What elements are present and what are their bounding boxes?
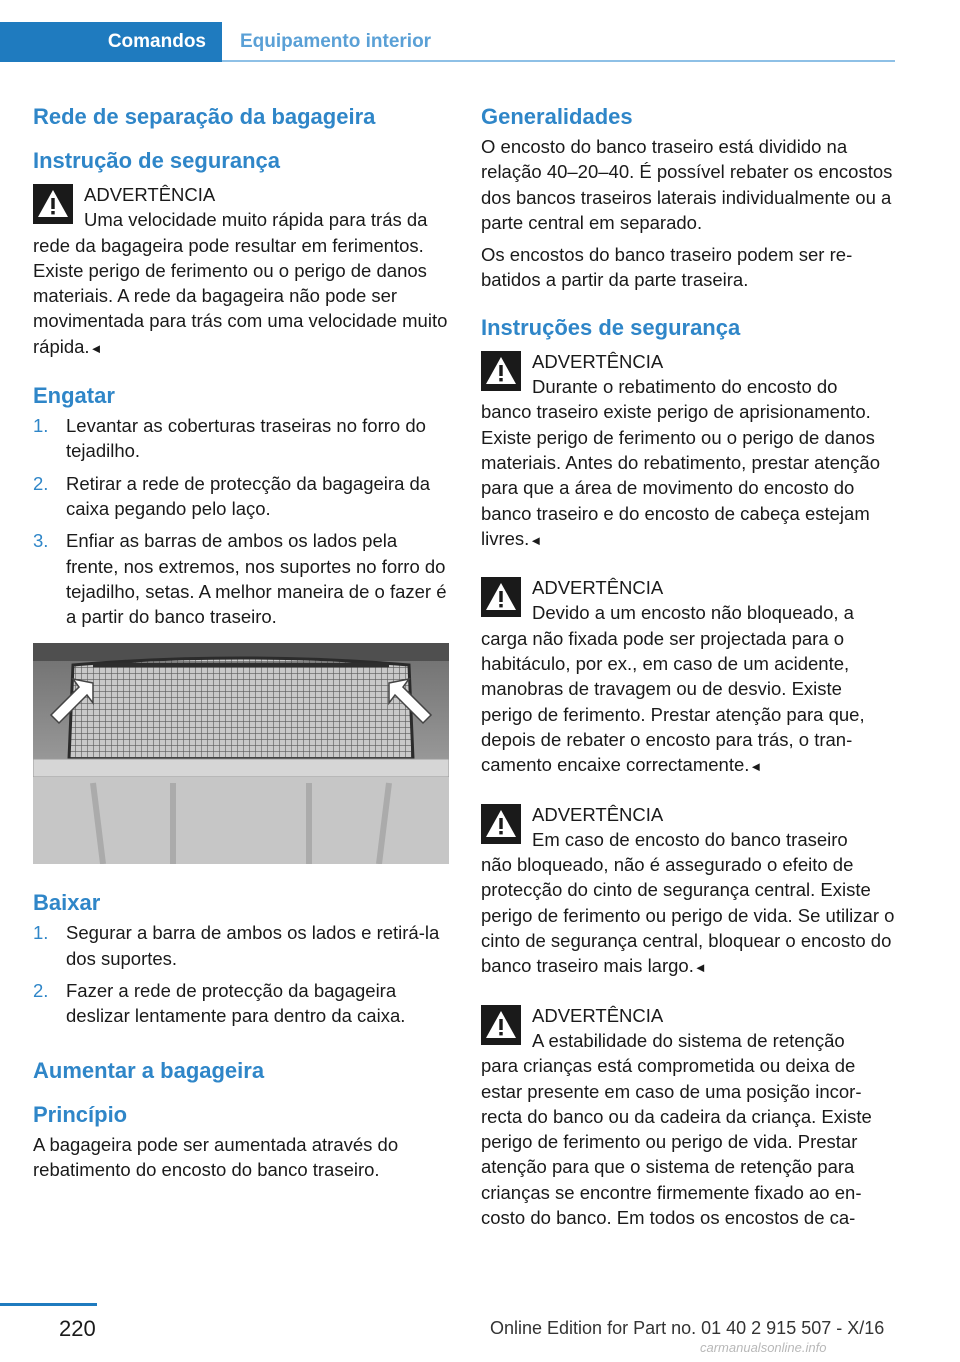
warning-block xyxy=(481,1003,896,1231)
end-mark: ◄ xyxy=(693,960,707,976)
principio-text: A bagageira pode ser aumentada através do rebatimento do encosto do banco traseiro. xyxy=(33,1133,399,1180)
warning-block xyxy=(481,575,896,779)
warning-title: ADVERTÊNCIA xyxy=(532,350,664,372)
warning-first-line: Durante o rebatimento do encosto do xyxy=(532,376,838,398)
page-number: 220 xyxy=(59,1316,96,1341)
right-column xyxy=(481,100,896,1230)
warning-block xyxy=(33,182,449,361)
footer-rule xyxy=(0,1303,97,1306)
list-item: 2. Retirar a rede de protecção da bagageira da caixa pegando pelo laço. xyxy=(33,472,431,519)
warning-first-line: Em caso de encosto do banco traseiro xyxy=(532,828,848,850)
principio-heading: Princípio xyxy=(33,1101,128,1127)
baixar-steps xyxy=(33,920,449,1028)
safety-heading: Instrução de segurança xyxy=(33,148,280,173)
tab-equipamento-interior[interactable]: Equipamento interior xyxy=(240,31,432,52)
list-item: 1. Segurar a barra de ambos os lados e retirá-la dos suportes. xyxy=(33,922,440,969)
warning-first-line: A estabilidade do sistema de retenção xyxy=(532,1029,845,1051)
warning-text: banco traseiro existe perigo de aprisionamento. Existe perigo de ferimento ou o perigo de danos materiais. Antes do rebatimento, prestar atenção para que a área de movimento do encosto do banco traseiro e do encosto de cabeça estejam livres. xyxy=(481,401,880,549)
generalidades-paragraph-1: O encosto do banco traseiro está dividido na relação 40–20–40. É possível rebater os encostos dos bancos traseiros laterais individualmente ou a parte central em separado. xyxy=(481,136,893,233)
list-item: 1. Levantar as coberturas traseiras no forro do tejadilho. xyxy=(33,415,426,462)
tab-comandos[interactable]: Comandos xyxy=(0,22,222,62)
section-title: Rede de separação da bagageira xyxy=(33,104,376,129)
warning-title: ADVERTÊNCIA xyxy=(532,803,664,825)
warning-first-line: Devido a um encosto não bloqueado, a xyxy=(532,602,854,624)
instrucoes-heading: Instruções de segurança xyxy=(481,314,741,340)
end-mark: ◄ xyxy=(749,759,763,775)
warning-text: rede da bagageira pode resultar em ferimentos. Existe perigo de ferimento ou o perigo de danos materiais. A rede da bagageira não pode ser movimentada para trás com uma velocidade muito rápida. xyxy=(33,234,448,357)
warning-icon xyxy=(481,1005,521,1045)
warning-block xyxy=(481,349,896,553)
cargo-net-photo xyxy=(33,643,449,864)
left-column xyxy=(33,100,449,1182)
engatar-steps xyxy=(33,413,449,629)
tab-underline xyxy=(222,60,895,62)
baixar-heading: Baixar xyxy=(33,890,101,916)
end-mark: ◄ xyxy=(529,532,543,548)
warning-title: ADVERTÊNCIA xyxy=(532,1004,664,1026)
warning-text: para crianças está comprometida ou deixa de estar presente em caso de uma posição incorrecta do banco ou da cadeira da criança. Existe perigo de ferimento ou perigo de vida. Prestar atenção para que o sistema de retenção para crianças se encontre firmemente fixado ao encosto do banco. Em todos os encostos de ca- xyxy=(481,1055,872,1228)
end-mark: ◄ xyxy=(89,340,103,356)
section-tabs xyxy=(0,22,895,62)
list-item: 3. Enfiar as barras de ambos os lados pela frente, nos extremos, nos suportes no forro do tejadilho, setas. A melhor maneira de o fazer é a partir do banco traseiro. xyxy=(33,530,447,628)
generalidades-paragraph-2: Os encostos do banco traseiro podem ser rebatidos a partir da parte traseira. xyxy=(481,244,853,291)
list-item: 2. Fazer a rede de protecção da bagageira deslizar lentamente para dentro da caixa. xyxy=(33,980,406,1027)
warning-text: não bloqueado, não é assegurado o efeito de protecção do cinto de segurança central. Existe perigo de ferimento ou perigo de vida. Se utilizar o cinto de segurança central, bloquear o encosto do banco traseiro mais largo. xyxy=(481,854,895,977)
aumentar-heading: Aumentar a bagageira xyxy=(33,1057,265,1083)
watermark: carmanualsonline.info xyxy=(700,1340,827,1355)
generalidades-heading: Generalidades xyxy=(481,104,633,129)
warning-first-line: Uma velocidade muito rápida para trás da xyxy=(84,209,428,231)
warning-block xyxy=(481,802,896,981)
edition-note: Online Edition for Part no. 01 40 2 915 507 - X/16 xyxy=(490,1318,885,1338)
warning-icon xyxy=(33,184,73,224)
engatar-heading: Engatar xyxy=(33,383,115,409)
warning-icon xyxy=(481,804,521,844)
warning-icon xyxy=(481,577,521,617)
warning-icon xyxy=(481,351,521,391)
warning-text: carga não fixada pode ser projectada para o habitáculo, por ex., em caso de um acidente, manobras de travagem ou de desvio. Existe perigo de ferimento. Prestar atenção para que, depois de rebater o encosto para trás, o trancamento encaixe correctamente. xyxy=(481,627,865,776)
warning-title: ADVERTÊNCIA xyxy=(532,577,664,599)
warning-title: ADVERTÊNCIA xyxy=(84,184,216,205)
